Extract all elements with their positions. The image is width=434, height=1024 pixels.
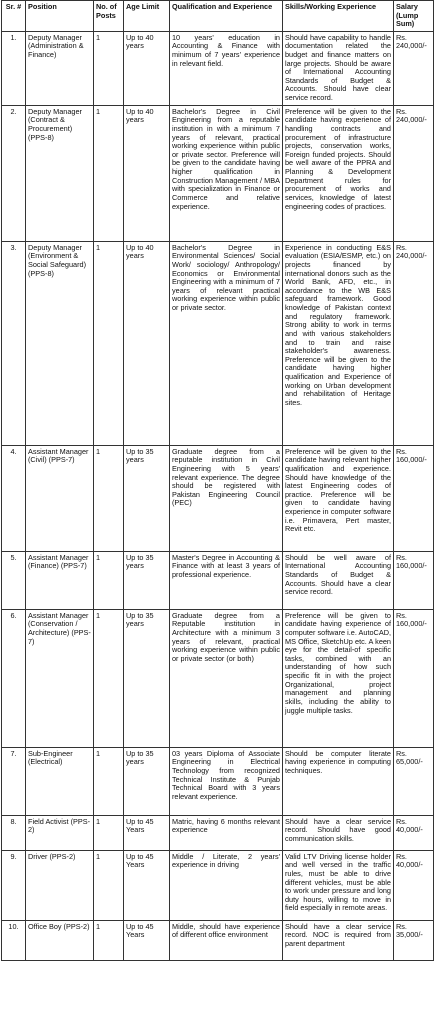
cell-salary: Rs. 160,000/- xyxy=(394,551,434,609)
cell-salary: Rs. 35,000/- xyxy=(394,920,434,960)
cell-age: Up to 35 years xyxy=(124,445,170,551)
cell-qualification: 10 years' education in Accounting & Finance with minimum of 7 years' experience in relevant field. xyxy=(170,31,283,105)
header-position: Position xyxy=(26,1,94,32)
cell-posts: 1 xyxy=(94,747,124,815)
header-age: Age Limit xyxy=(124,1,170,32)
cell-position: Office Boy (PPS-2) xyxy=(26,920,94,960)
cell-sr: 1. xyxy=(2,31,26,105)
cell-position: Deputy Manager (Environment & Social Safeguard) (PPS-8) xyxy=(26,241,94,445)
cell-salary: Rs. 160,000/- xyxy=(394,445,434,551)
table-row xyxy=(2,815,434,850)
job-positions-table xyxy=(1,0,434,961)
cell-sr: 6. xyxy=(2,609,26,747)
cell-posts: 1 xyxy=(94,920,124,960)
table-row xyxy=(2,105,434,241)
cell-age: Up to 45 Years xyxy=(124,850,170,920)
cell-age: Up to 35 years xyxy=(124,551,170,609)
header-qualification: Qualification and Experience xyxy=(170,1,283,32)
header-sr: Sr. # xyxy=(2,1,26,32)
header-posts: No. of Posts xyxy=(94,1,124,32)
cell-sr: 7. xyxy=(2,747,26,815)
cell-skills: Preference will be given to the candidate having relevant higher qualification and experience. Should have knowledge of the latest Engineering codes of practice. Preference will be given to candidate having experience in computer software i.e. Primavera, Pert master, Revit etc. xyxy=(283,445,394,551)
cell-age: Up to 45 Years xyxy=(124,815,170,850)
cell-position: Sub-Engineer (Electrical) xyxy=(26,747,94,815)
table-row xyxy=(2,609,434,747)
cell-skills: Should be computer literate having experience in computing techniques. xyxy=(283,747,394,815)
cell-qualification: 03 years Diploma of Associate Engineering in Electrical Technology from recognized Technical Institute & Punjab Technical Board with 3 years relevant experience. xyxy=(170,747,283,815)
cell-age: Up to 40 years xyxy=(124,31,170,105)
cell-skills: Preference will be given to the candidate having experience of handling contracts and procurement of infrastructure projects, conservation works, Foreign funded projects. Should be well aware of the PPRA and Planning & Development Department rules for procurement of works and services, knowledge of latest engineering codes of practices. xyxy=(283,105,394,241)
cell-position: Deputy Manager (Administration & Finance) xyxy=(26,31,94,105)
header-salary: Salary (Lump Sum) xyxy=(394,1,434,32)
cell-position: Field Activist (PPS-2) xyxy=(26,815,94,850)
cell-salary: Rs. 40,000/- xyxy=(394,850,434,920)
cell-age: Up to 40 years xyxy=(124,241,170,445)
cell-salary: Rs. 240,000/- xyxy=(394,241,434,445)
cell-qualification: Bachelor's Degree in Civil Engineering from a reputable institution in with a minimum 7 years of relevant, practical working experience within public or private sector. Preference will be given to the candidate having higher qualification in Construction Management / MBA with specialization in Finance or Commerce and relative experience. xyxy=(170,105,283,241)
cell-posts: 1 xyxy=(94,105,124,241)
cell-qualification: Graduate degree from a reputable institution in Civil Engineering with 5 years' relevant experience. The degree should be registered with Pakistan Engineering Council (PEC) xyxy=(170,445,283,551)
cell-posts: 1 xyxy=(94,551,124,609)
header-skills: Skills/Working Experience xyxy=(283,1,394,32)
cell-posts: 1 xyxy=(94,241,124,445)
cell-salary: Rs. 240,000/- xyxy=(394,105,434,241)
table-row xyxy=(2,445,434,551)
cell-sr: 8. xyxy=(2,815,26,850)
cell-qualification: Graduate degree from a Reputable institution in Architecture with a minimum 3 years of relevant, practical working experience within public or private sector (or both) xyxy=(170,609,283,747)
cell-qualification: Middle, should have experience of different office environment xyxy=(170,920,283,960)
table-row xyxy=(2,920,434,960)
cell-sr: 9. xyxy=(2,850,26,920)
cell-skills: Should have a clear service record. Should have good communication skills. xyxy=(283,815,394,850)
cell-age: Up to 45 Years xyxy=(124,920,170,960)
cell-qualification: Middle / Literate, 2 years' experience in driving xyxy=(170,850,283,920)
cell-salary: Rs. 240,000/- xyxy=(394,31,434,105)
cell-sr: 4. xyxy=(2,445,26,551)
cell-position: Deputy Manager (Contract & Procurement) (PPS-8) xyxy=(26,105,94,241)
table-row xyxy=(2,241,434,445)
cell-position: Assistant Manager (Civil) (PPS-7) xyxy=(26,445,94,551)
table-row xyxy=(2,31,434,105)
cell-sr: 10. xyxy=(2,920,26,960)
cell-sr: 2. xyxy=(2,105,26,241)
cell-age: Up to 40 years xyxy=(124,105,170,241)
cell-salary: Rs. 40,000/- xyxy=(394,815,434,850)
cell-salary: Rs. 160,000/- xyxy=(394,609,434,747)
cell-posts: 1 xyxy=(94,445,124,551)
cell-skills: Preference will be given to candidate having experience of computer software i.e. AutoCAD, MS Office, SketchUp etc. A keen eye for the detail-of specific tasks, combined with an understanding of how such specific fit in with the project Organizational, project management and planning skills, including the ability to juggle multiple tasks. xyxy=(283,609,394,747)
cell-age: Up to 35 years xyxy=(124,609,170,747)
table-row xyxy=(2,551,434,609)
cell-posts: 1 xyxy=(94,815,124,850)
table-header-row xyxy=(2,1,434,32)
cell-age: Up to 35 years xyxy=(124,747,170,815)
cell-position: Assistant Manager (Finance) (PPS-7) xyxy=(26,551,94,609)
cell-posts: 1 xyxy=(94,609,124,747)
cell-posts: 1 xyxy=(94,850,124,920)
cell-skills: Should have capability to handle documentation related the budget and finance matters on large projects. Should be aware of International Accounting Standards of Budget & Accounts. Should have clear service record. xyxy=(283,31,394,105)
cell-qualification: Matric, having 6 months relevant experience xyxy=(170,815,283,850)
cell-position: Driver (PPS-2) xyxy=(26,850,94,920)
cell-posts: 1 xyxy=(94,31,124,105)
cell-sr: 3. xyxy=(2,241,26,445)
cell-qualification: Bachelor's Degree in Environmental Sciences/ Social Work/ sociology/ Anthropology/ Economics or Environmental Engineering with a minimum of 7 years of relevant practical working experience within public or private sector. xyxy=(170,241,283,445)
cell-salary: Rs. 65,000/- xyxy=(394,747,434,815)
cell-qualification: Master's Degree in Accounting & Finance with at least 3 years of professional experience. xyxy=(170,551,283,609)
cell-skills: Should be well aware of International Accounting Standards of Budget & Accounts. Should have a clear service record. xyxy=(283,551,394,609)
cell-skills: Should have a clear service record. NOC is required from parent department xyxy=(283,920,394,960)
table-row xyxy=(2,747,434,815)
cell-position: Assistant Manager (Conservation / Architecture) (PPS-7) xyxy=(26,609,94,747)
table-row xyxy=(2,850,434,920)
cell-skills: Experience in conducting E&S evaluation (ESIA/ESMP, etc.) on projects financed by international donors such as the World Bank, AFD, etc., in accordance to the WB E&S safeguard framework. Good knowledge of Pakistan context and regulatory framework. Strong ability to work in terms and with various stakeholders and to train and raise stakeholder's awareness. Preference will be given to the candidate having higher qualification and Experience of working on Urban development and rehabilitation of Heritage sites. xyxy=(283,241,394,445)
cell-sr: 5. xyxy=(2,551,26,609)
cell-skills: Valid LTV Driving license holder and well versed in the traffic rules, must be able to drive different vehicles, must be able to work under pressure and long duty hours, willing to move in field especially in remote areas. xyxy=(283,850,394,920)
